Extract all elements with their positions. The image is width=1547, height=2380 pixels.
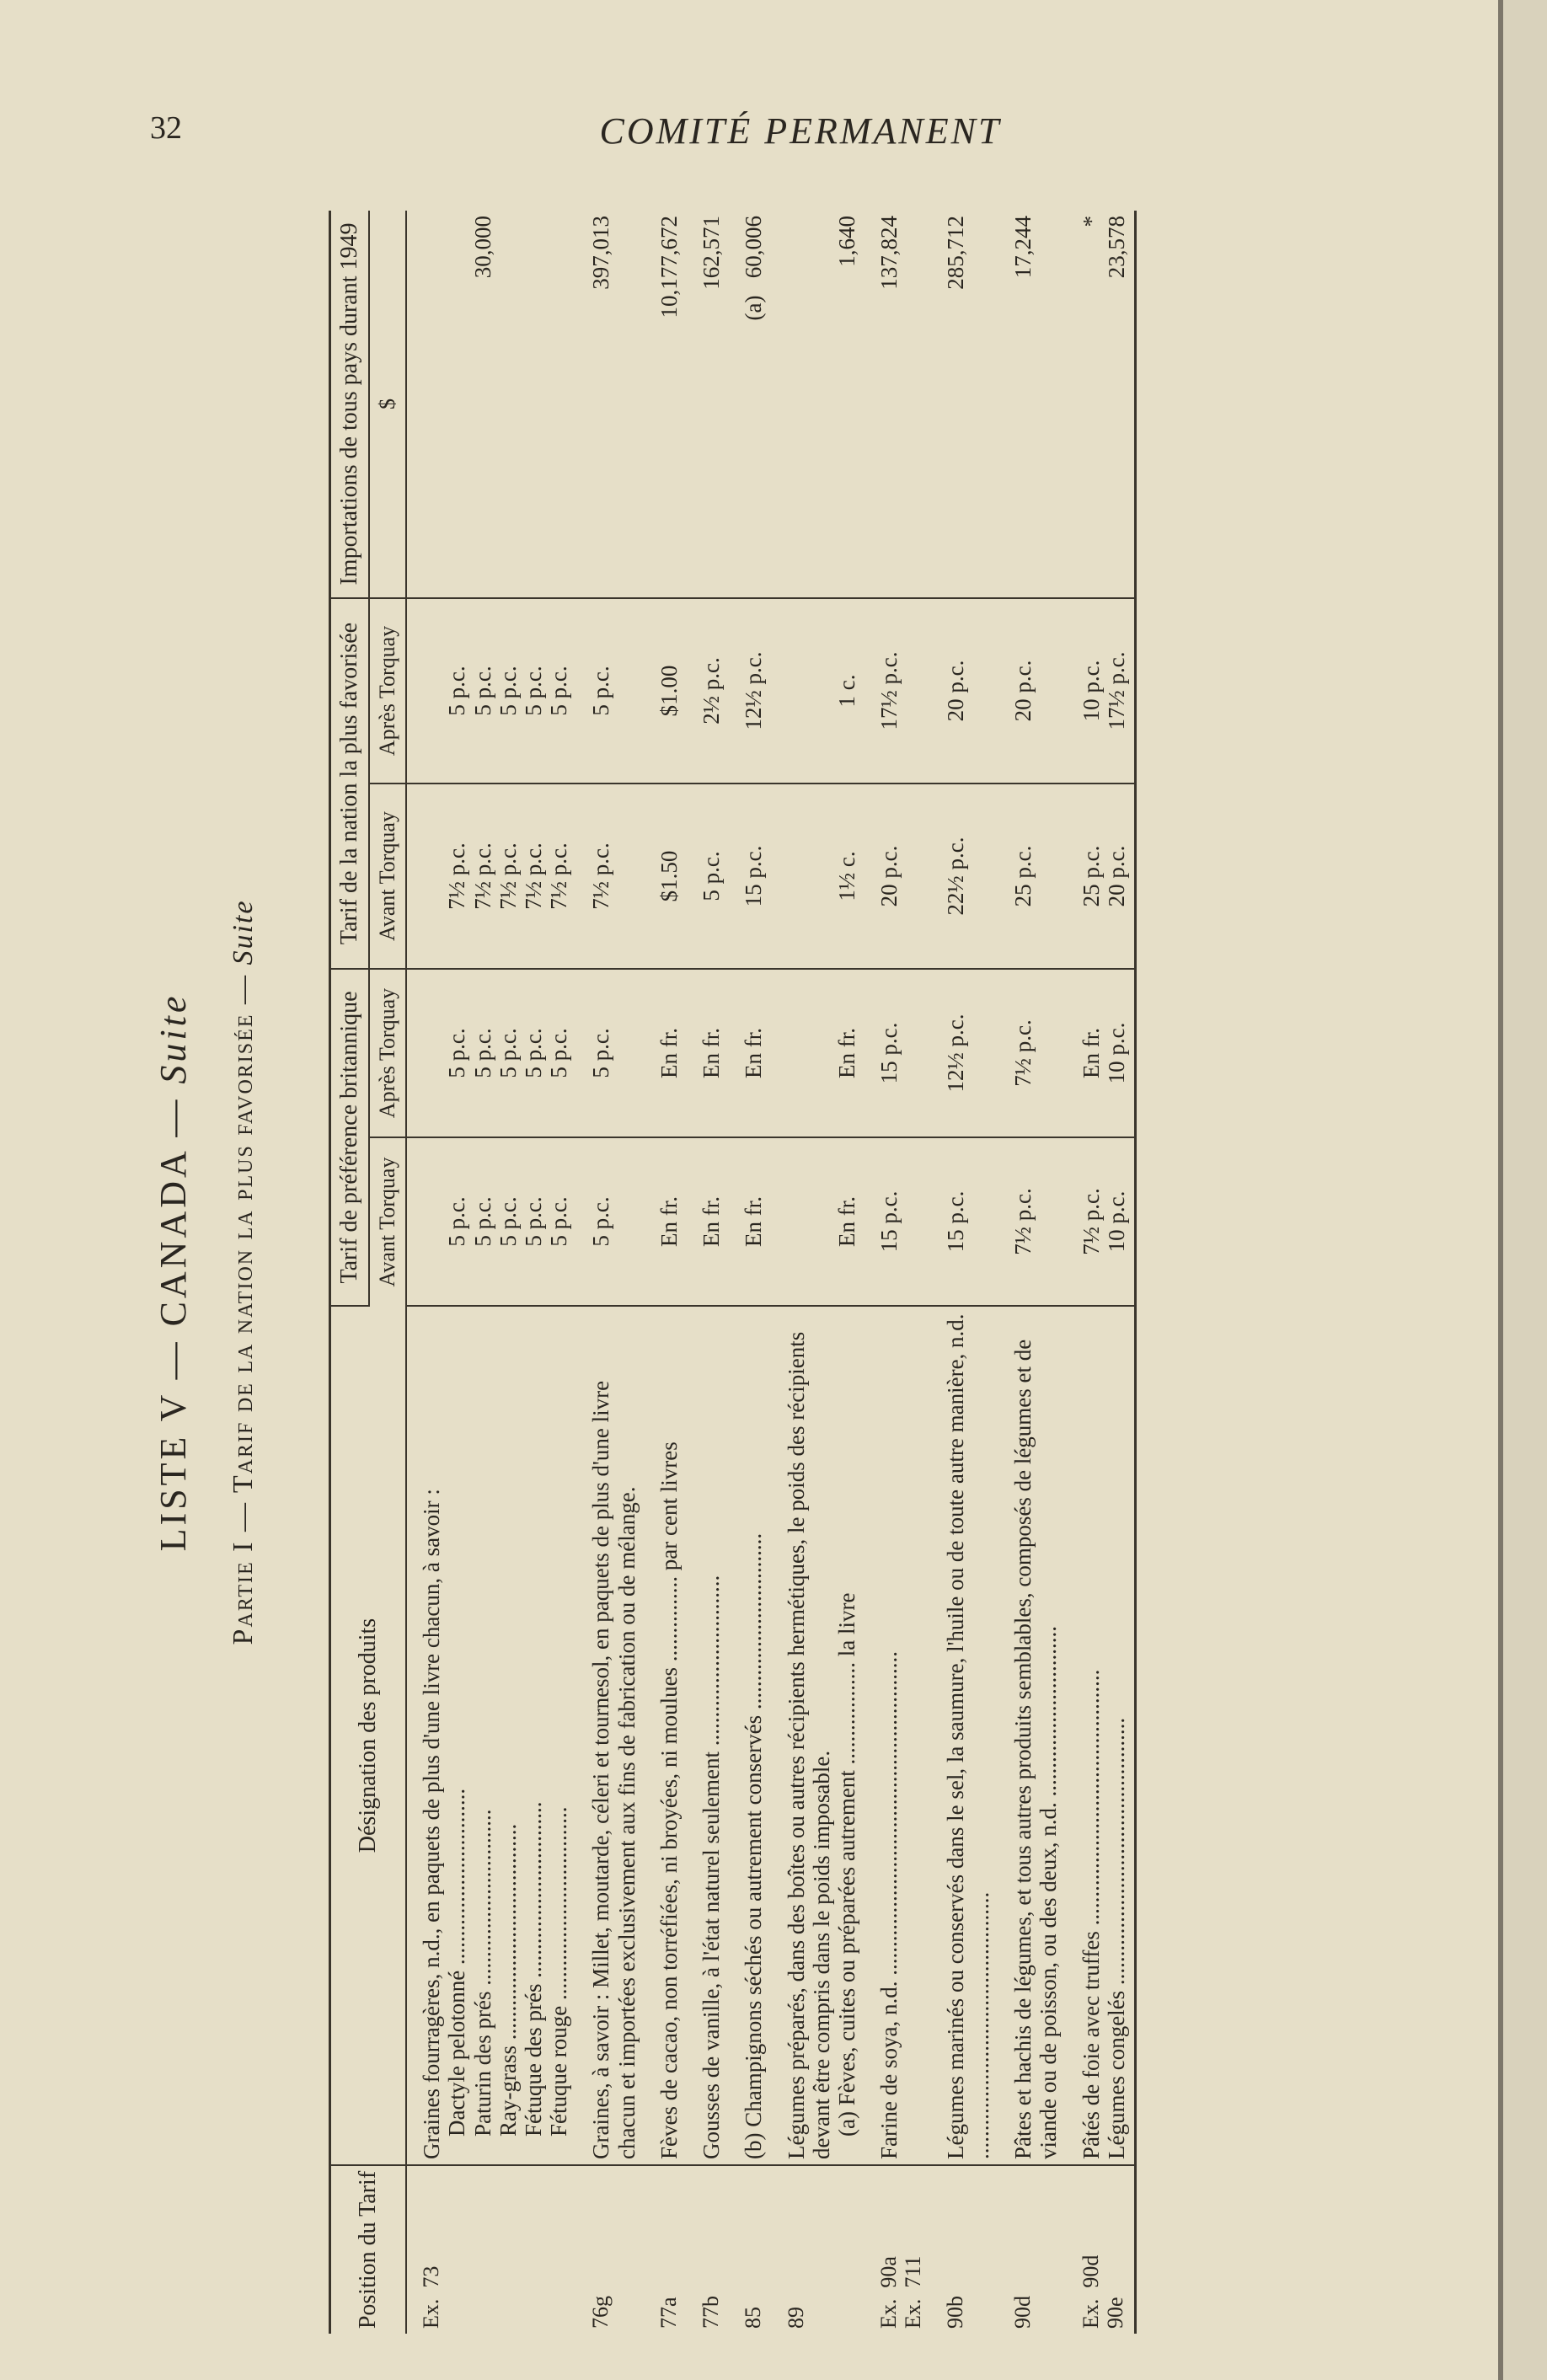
table-row [729, 211, 771, 2334]
header-imports: Importations de tous pays durant 1949 [330, 211, 370, 598]
imports-1949-cell: 17,244 [998, 211, 1066, 598]
british-after-cell: En fr. [645, 969, 687, 1137]
british-after-cell: En fr. [729, 969, 771, 1137]
british-before-cell: 7½ p.c. 10 p.c. [1067, 1137, 1136, 1306]
imports-1949-cell: 137,824 [864, 211, 930, 598]
product-designation-cell: Graines, à savoir : Millet, moutarde, céleri et tournesol, en paquets de plus d'une livre chacun et importées exclusivement aux fins de fabrication ou de mélange. [576, 1306, 644, 2165]
mfn-before-cell: 1½ c. [772, 784, 865, 969]
british-before-cell: 5 p.c. 5 p.c. 5 p.c. 5 p.c. 5 p.c. [406, 1137, 576, 1306]
table-row [931, 211, 998, 2334]
tariff-position-cell: Ex. 73 [419, 2265, 444, 2329]
schedule-subtitle-main: Partie I — Tarif de la nation la plus favorisée — [228, 974, 259, 1645]
schedule-title [152, 194, 195, 2351]
page-number: 32 [150, 110, 182, 146]
schedule-subtitle-suite: Suite [228, 899, 259, 965]
british-before-cell: En fr. [729, 1137, 771, 1306]
running-head: COMITÉ PERMANENT [599, 110, 1002, 152]
tariff-position-cell: Ex. 90d 90e [1067, 2165, 1136, 2334]
british-after-cell: 15 p.c. [864, 969, 930, 1137]
table-row [864, 211, 930, 2334]
product-designation-cell: (b) Champignons séchés ou autrement conservés ............................... [729, 1306, 771, 2165]
mfn-before-cell: 7½ p.c. 7½ p.c. 7½ p.c. 7½ p.c. 7½ p.c. [406, 784, 576, 969]
imports-1949-cell: 30,000 [406, 211, 576, 598]
header-british: Tarif de préférence britannique [330, 969, 370, 1306]
imports-1949-cell: 1,640 [772, 211, 865, 598]
mfn-before-cell: 7½ p.c. [576, 784, 644, 969]
page-margin [1503, 0, 1547, 2380]
british-before-cell: 7½ p.c. [998, 1137, 1066, 1306]
table-row [576, 211, 644, 2334]
tariff-table [329, 211, 1137, 2334]
table-row [772, 211, 865, 2334]
table-row [687, 211, 729, 2334]
mfn-after-cell: 10 p.c. 17½ p.c. [1067, 598, 1136, 784]
imports-1949-cell: * 23,578 [1067, 211, 1136, 598]
mfn-after-cell: 2½ p.c. [687, 598, 729, 784]
mfn-before-cell: 25 p.c. 20 p.c. [1067, 784, 1136, 969]
imports-1949-cell: 397,013 [576, 211, 644, 598]
imports-1949-cell: 10,177,672 [645, 211, 687, 598]
header-mfn-avant: Avant Torquay [369, 784, 406, 969]
product-designation-cell: Légumes marinés ou conservés dans le sel, la saumure, l'huile ou de toute autre manière, n.d. ............................................... [931, 1306, 998, 2165]
tariff-position-cell: 85 [741, 2307, 766, 2329]
product-designation-cell: Pâtés de foie avec truffes ............................................. Légumes congelés ............................................... [1067, 1306, 1136, 2165]
header-designation: Désignation des produits [330, 1306, 407, 2165]
tariff-position-cell: Ex. 90a Ex. 711 [876, 2255, 926, 2329]
british-after-cell: En fr. [687, 969, 729, 1137]
tariff-position-cell: 90d [1010, 2296, 1036, 2329]
header-mfn-apres: Après Torquay [369, 598, 406, 784]
table-row [406, 211, 576, 2334]
mfn-before-cell: 22½ p.c. [931, 784, 998, 969]
schedule-title-main: LISTE V — CANADA — [153, 1096, 194, 1552]
british-after-cell: En fr. 10 p.c. [1067, 969, 1136, 1137]
mfn-after-cell: 1 c. [772, 598, 865, 784]
british-before-cell: En fr. [772, 1137, 865, 1306]
tariff-position-cell: 76g [588, 2296, 613, 2329]
table-row [998, 211, 1066, 2334]
imports-1949-cell: 285,712 [931, 211, 998, 598]
british-after-cell: 5 p.c. [576, 969, 644, 1137]
mfn-after-cell: 5 p.c. 5 p.c. 5 p.c. 5 p.c. 5 p.c. [406, 598, 576, 784]
product-designation-cell: Fèves de cacao, non torréfiées, ni broyées, ni moulues ............... par cent livres [645, 1306, 687, 2165]
tariff-body [406, 211, 1135, 2334]
mfn-before-cell: 15 p.c. [729, 784, 771, 969]
header-bp-apres: Après Torquay [369, 969, 406, 1137]
product-designation-cell: Pâtes et hachis de légumes, et tous autres produits semblables, composés de légumes et de viande ou de poisson, ou des deux, n.d. .............................. [998, 1306, 1066, 2165]
british-before-cell: En fr. [687, 1137, 729, 1306]
tariff-position-cell: 89 [783, 2307, 808, 2329]
table-row [1067, 211, 1136, 2334]
british-after-cell: 12½ p.c. [931, 969, 998, 1137]
british-after-cell: En fr. [772, 969, 865, 1137]
tariff-position-cell: 77b [699, 2296, 724, 2329]
header-mfn: Tarif de la nation la plus favorisée [330, 598, 370, 969]
product-designation-cell: Gousses de vanille, à l'état naturel seulement .............................. [687, 1306, 729, 2165]
mfn-after-cell: 20 p.c. [931, 598, 998, 784]
mfn-before-cell: 25 p.c. [998, 784, 1066, 969]
british-after-cell: 7½ p.c. [998, 969, 1066, 1137]
mfn-before-cell: 20 p.c. [864, 784, 930, 969]
mfn-after-cell: 12½ p.c. [729, 598, 771, 784]
rotated-table-sheet [135, 194, 1340, 2351]
mfn-after-cell: $1.00 [645, 598, 687, 784]
british-before-cell: En fr. [645, 1137, 687, 1306]
schedule-title-suite: Suite [153, 992, 194, 1084]
british-before-cell: 15 p.c. [864, 1137, 930, 1306]
mfn-before-cell: $1.50 [645, 784, 687, 969]
mfn-before-cell: 5 p.c. [687, 784, 729, 969]
header-position: Position du Tarif [330, 2165, 407, 2334]
table-row [645, 211, 687, 2334]
mfn-after-cell: 17½ p.c. [864, 598, 930, 784]
mfn-after-cell: 20 p.c. [998, 598, 1066, 784]
header-currency: $ [369, 211, 406, 598]
product-designation-cell: Légumes préparés, dans des boîtes ou autres récipients hermétiques, le poids des récipients devant être compris dans le poids imposable. (a) Fèves, cuites ou préparées autrement .................. la livre [772, 1306, 865, 2165]
british-after-cell: 5 p.c. 5 p.c. 5 p.c. 5 p.c. 5 p.c. [406, 969, 576, 1137]
british-before-cell: 5 p.c. [576, 1137, 644, 1306]
product-designation-cell: Graines fourragères, n.d., en paquets de plus d'une livre chacun, à savoir : Dactyle pelotonné ............................... Paturin des prés ............................... Ray-grass ...................................... Fétuque des prés ............................... Fétuque rouge .................................. [406, 1306, 576, 2165]
british-before-cell: 15 p.c. [931, 1137, 998, 1306]
header-bp-avant: Avant Torquay [369, 1137, 406, 1306]
imports-1949-cell: (a) 60,006 [729, 211, 771, 598]
schedule-subtitle [228, 194, 260, 2351]
tariff-position-cell: 90b [942, 2296, 967, 2329]
imports-1949-cell: 162,571 [687, 211, 729, 598]
tariff-position-cell: 77a [656, 2297, 681, 2329]
product-designation-cell: Farine de soya, n.d. ......................................................... [864, 1306, 930, 2165]
mfn-after-cell: 5 p.c. [576, 598, 644, 784]
